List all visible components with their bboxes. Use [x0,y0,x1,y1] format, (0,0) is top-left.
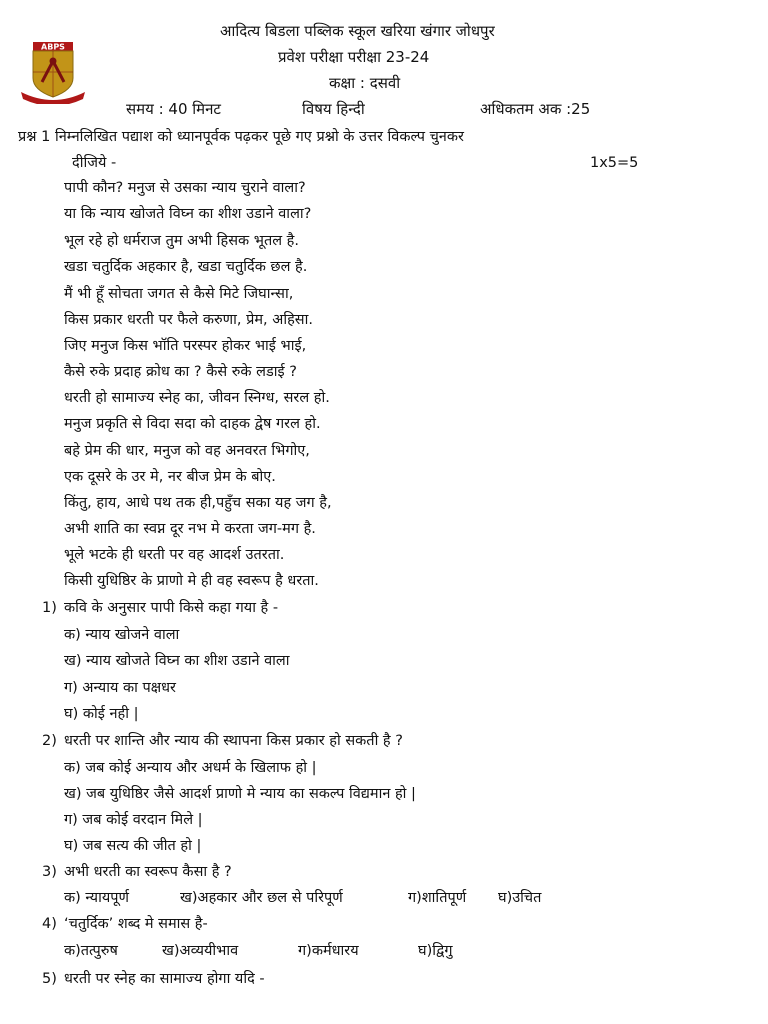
question-1-instruction: प्रश्न 1 निम्नलिखित पद्याश को ध्यानपूर्वक पढ़कर पूछे गए प्रश्नो के उत्तर विकल्प चुनकर [18,129,464,145]
poem-line: मनुज प्रकृति से विदा सदा को दाहक द्वेष गरल हो. [64,416,321,432]
answer-option: क) जब कोई अन्याय और अधर्म के खिलाफ हो | [64,760,317,776]
answer-option: घ) कोई नही | [64,706,139,722]
poem-line: धरती हो सामाज्य स्नेह का, जीवन स्निग्ध, सरल हो. [64,390,330,406]
sub-question-number: 5) [42,971,57,987]
poem-line: कैसे रुके प्रदाह क्रोध का ? कैसे रुके लडाई ? [64,364,297,380]
sub-question-number: 4) [42,916,57,932]
answer-option: ग)कर्मधारय [298,943,359,959]
poem-line: खडा चतुर्दिक अहकार है, खडा चतुर्दिक छल है. [64,259,308,275]
answer-option: ख)अव्ययीभाव [162,943,239,959]
sub-question-text: ‘चतुर्दिक’ शब्द मे समास है- [64,916,208,932]
exam-time: समय : 40 मिनट [126,100,221,118]
sub-question-text: धरती पर शान्ति और न्याय की स्थापना किस प्रकार हो सकती है ? [64,733,403,749]
answer-option: ख) न्याय खोजते विघ्न का शीश उडाने वाला [64,653,290,669]
answer-option: घ)द्विगु [418,943,453,959]
poem-line: भूल रहे हो धर्मराज तुम अभी हिसक भूतल है. [64,233,299,249]
exam-title: प्रवेश परीक्षा परीक्षा 23-24 [278,48,430,66]
poem-line: भूले भटके ही धरती पर वह आदर्श उतरता. [64,547,285,563]
poem-line: किसी युधिष्ठिर के प्राणो मे ही वह स्वरूप है धरता. [64,573,319,589]
answer-option: घ)उचित [498,890,542,906]
poem-line: किंतु, हाय, आधे पथ तक ही,पहुँच सका यह जग है, [64,495,332,511]
svg-text:ABPS: ABPS [41,42,65,52]
sub-question-number: 2) [42,733,57,749]
question-1-instruction-cont: दीजिये - [72,155,117,171]
sub-question-text: धरती पर स्नेह का सामाज्य होगा यदि - [64,971,265,987]
answer-option: क) न्याय खोजने वाला [64,627,180,643]
sub-question-text: अभी धरती का स्वरूप कैसा है ? [64,864,232,880]
school-logo [18,42,88,104]
poem-line: अभी शाति का स्वप्न दूर नभ मे करता जग-मग है. [64,521,316,537]
poem-line: किस प्रकार धरती पर फैले करुणा, प्रेम, अहिसा. [64,312,313,328]
sub-question-number: 1) [42,600,57,616]
class-label: कक्षा : दसवी [329,74,401,92]
poem-line: बहे प्रेम की धार, मनुज को वह अनवरत भिगोए, [64,443,310,459]
answer-option: ख) जब युधिष्ठिर जैसे आदर्श प्राणो मे न्याय का सकल्प विद्यमान हो | [64,786,416,802]
answer-option: क)तत्पुरुष [64,943,118,959]
poem-line: पापी कौन? मनुज से उसका न्याय चुराने वाला? [64,180,306,196]
answer-option: घ) जब सत्य की जीत हो | [64,838,202,854]
answer-option: ख)अहकार और छल से परिपूर्ण [180,890,343,906]
answer-option: क) न्यायपूर्ण [64,890,129,906]
poem-line: जिए मनुज किस भॉति परस्पर होकर भाई भाई, [64,338,307,354]
answer-option: ग)शातिपूर्ण [408,890,467,906]
poem-line: या कि न्याय खोजते विघ्न का शीश उडाने वाला? [64,206,312,222]
poem-line: एक दूसरे के उर मे, नर बीज प्रेम के बोए. [64,469,276,485]
school-name: आदित्य बिडला पब्लिक स्कूल खरिया खंगार जोधपुर [220,22,495,40]
max-marks: अधिकतम अक :25 [480,100,591,118]
question-1-marks: 1x5=5 [590,155,639,171]
sub-question-number: 3) [42,864,57,880]
answer-option: ग) जब कोई वरदान मिले | [64,812,203,828]
poem-line: मैं भी हूँ सोचता जगत से कैसे मिटे जिघान्सा, [64,286,294,302]
exam-subject: विषय हिन्दी [302,100,365,118]
sub-question-text: कवि के अनुसार पापी किसे कहा गया है - [64,600,279,616]
answer-option: ग) अन्याय का पक्षधर [64,680,176,696]
